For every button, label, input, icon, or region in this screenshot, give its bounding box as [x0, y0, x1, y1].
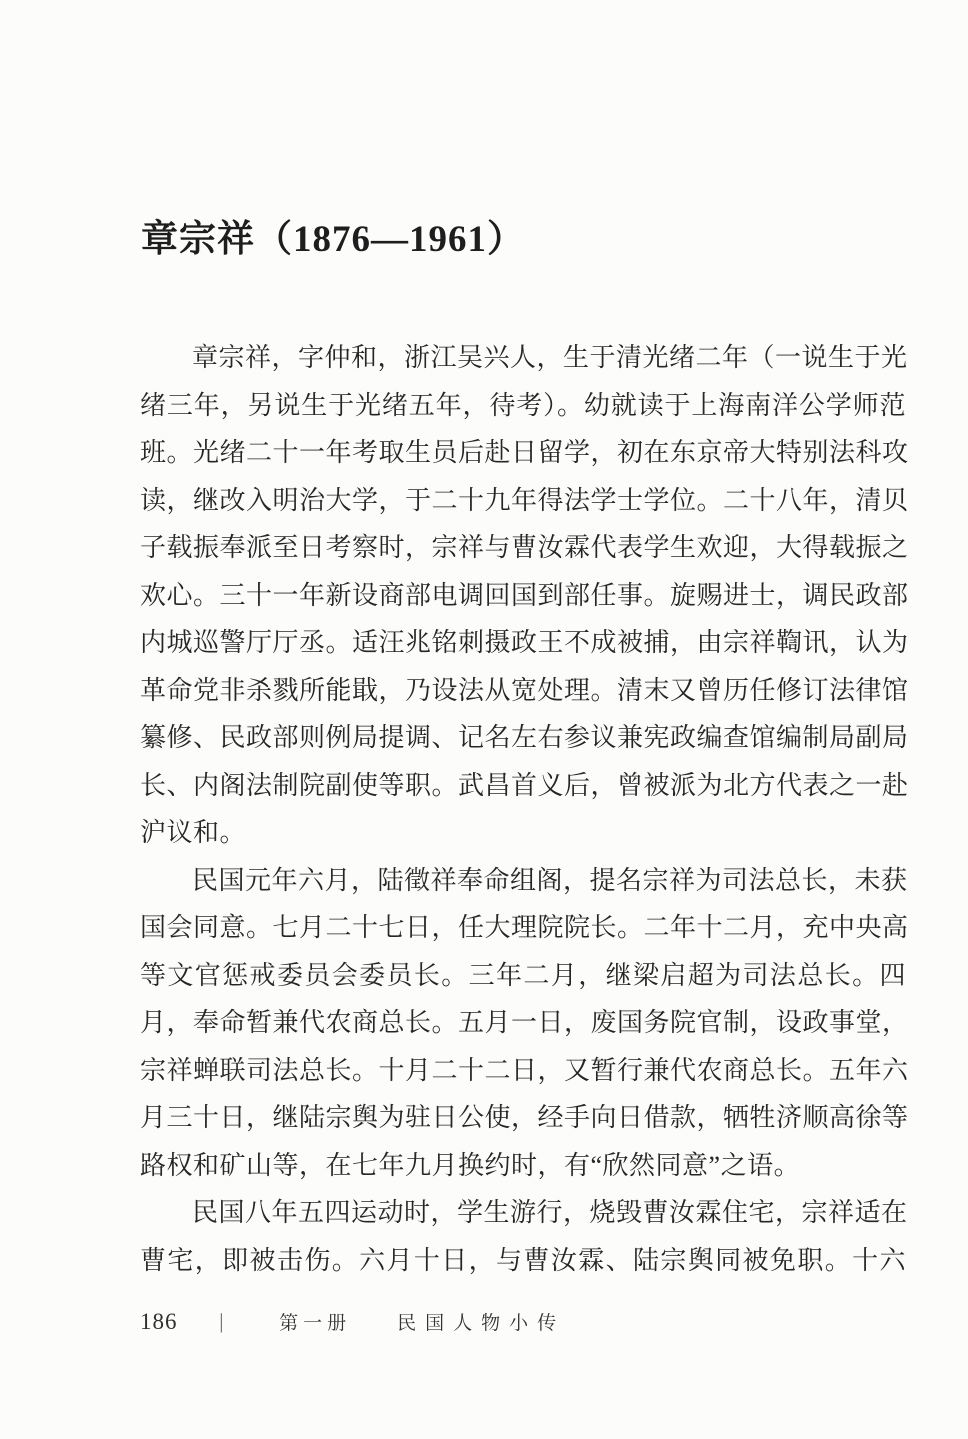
- text-line: 沪议和。: [140, 818, 247, 847]
- text-line: 宗祥蝉联司法总长。十月二十二日，又暂行兼代农商总长。五年六: [140, 1055, 909, 1085]
- text-line: 班。光绪二十一年考取生员后赴日留学，初在东京帝大特别法科攻: [140, 438, 909, 467]
- text-line: 民国元年六月，陆徵祥奉命组阁，提名宗祥为司法总长，未获: [192, 865, 908, 895]
- text-line: 月三十日，继陆宗舆为驻日公使，经手向日借款，牺牲济顺高徐等: [140, 1103, 909, 1132]
- text-line: 内城巡警厅厅丞。适汪兆铭刺摄政王不成被捕，由宗祥鞫讯，认为: [140, 628, 909, 657]
- text-line: 长、内阁法制院副使等职。武昌首义后，曾被派为北方代表之一赴: [140, 770, 909, 800]
- text-line: 等文官惩戒委员会委员长。三年二月，继梁启超为司法总长。四: [140, 960, 906, 990]
- text-line: 曹宅，即被击伤。六月十日，与曹汝霖、陆宗舆同被免职。十六: [140, 1245, 906, 1275]
- text-line: 章宗祥，字仲和，浙江吴兴人，生于清光绪二年（一说生于光: [192, 343, 908, 372]
- text-line: 绪三年，另说生于光绪五年，待考）。幼就读于上海南洋公学师范: [140, 390, 906, 420]
- footer-divider: |: [219, 1309, 224, 1333]
- text-line: 子载振奉派至日考察时，宗祥与曹汝霖代表学生欢迎，大得载振之: [140, 533, 909, 562]
- text-line: 民国八年五四运动时，学生游行，烧毁曹汝霖住宅，宗祥适在: [192, 1198, 908, 1227]
- book-title: 民国人物小传: [397, 1313, 566, 1334]
- page-title: 章宗祥（1876—1961）: [141, 218, 525, 260]
- text-line: 革命党非杀戮所能戢，乃设法从宽处理。清末又曾历任修订法律馆: [140, 675, 909, 705]
- text-line: 路权和矿山等，在七年九月换约时，有“欣然同意”之语。: [140, 1150, 801, 1180]
- volume-label: 第一册: [279, 1313, 352, 1334]
- body-text: [140, 334, 909, 1284]
- text-line: 纂修、民政部则例局提调、记名左右参议兼宪政编查馆编制局副局: [140, 723, 909, 752]
- text-line: 国会同意。七月二十七日，任大理院院长。二年十二月，充中央高: [140, 913, 909, 942]
- paragraph: [140, 857, 909, 1190]
- paragraph: [140, 334, 909, 857]
- page-number: 186: [140, 1308, 178, 1334]
- text-line: 读，继改入明治大学，于二十九年得法学士学位。二十八年，清贝: [140, 485, 909, 515]
- text-line: 月，奉命暂兼代农商总长。五月一日，废国务院官制，设政事堂，: [140, 1008, 909, 1037]
- paragraph: [140, 1189, 906, 1284]
- footer: [140, 1308, 840, 1335]
- text-line: 欢心。三十一年新设商部电调回国到部任事。旋赐进士，调民政部: [140, 580, 909, 610]
